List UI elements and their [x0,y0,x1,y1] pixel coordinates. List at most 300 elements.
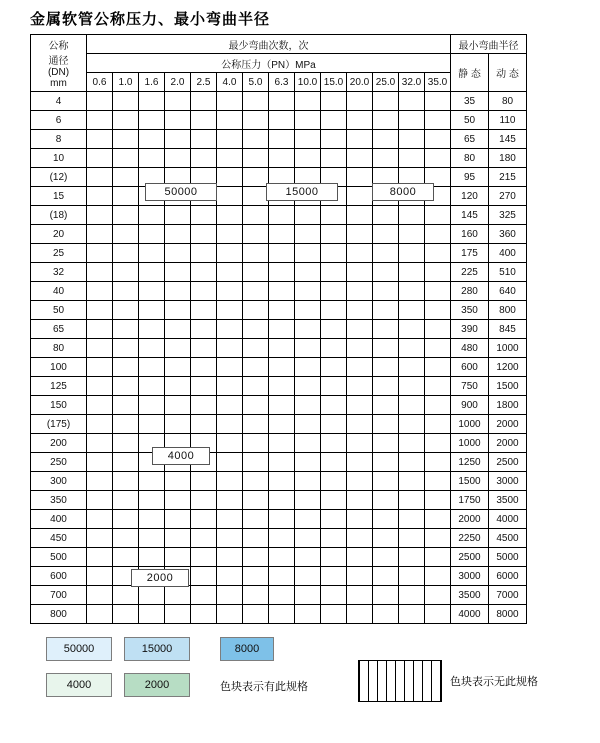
matrix-cell [269,415,295,434]
matrix-cell [87,586,113,605]
matrix-cell [347,263,373,282]
matrix-cell [399,320,425,339]
matrix-cell [191,415,217,434]
matrix-cell [191,206,217,225]
table-row [31,111,527,130]
matrix-cell [217,282,243,301]
matrix-cell [113,605,139,624]
matrix-cell [191,586,217,605]
matrix-cell [347,301,373,320]
matrix-cell [347,605,373,624]
matrix-cell [269,396,295,415]
row-static-radius: 50 [451,111,489,130]
matrix-cell [321,548,347,567]
matrix-cell [399,130,425,149]
matrix-cell [399,415,425,434]
matrix-cell [425,92,451,111]
matrix-cell [295,244,321,263]
matrix-cell [243,605,269,624]
row-static-radius: 600 [451,358,489,377]
row-static-radius: 120 [451,187,489,206]
matrix-cell [399,434,425,453]
row-static-radius: 350 [451,301,489,320]
row-static-radius: 160 [451,225,489,244]
matrix-cell [165,244,191,263]
matrix-cell [425,567,451,586]
matrix-cell [269,263,295,282]
matrix-cell [87,282,113,301]
matrix-cell [243,377,269,396]
matrix-cell [373,415,399,434]
matrix-cell [113,225,139,244]
matrix-cell [139,491,165,510]
matrix-cell [191,130,217,149]
matrix-cell [165,510,191,529]
table-row [31,301,527,320]
row-static-radius: 1750 [451,491,489,510]
matrix-cell [113,510,139,529]
matrix-cell [321,301,347,320]
matrix-cell [165,358,191,377]
matrix-cell [191,605,217,624]
matrix-cell [373,301,399,320]
matrix-cell [347,434,373,453]
matrix-cell [269,225,295,244]
matrix-cell [347,396,373,415]
matrix-cell [113,529,139,548]
row-static-radius: 280 [451,282,489,301]
header-pn-value: 10.0 [295,73,321,92]
matrix-cell [217,244,243,263]
matrix-cell [373,244,399,263]
header-pn-value: 20.0 [347,73,373,92]
matrix-cell [243,396,269,415]
table-row [31,434,527,453]
row-static-radius: 4000 [451,605,489,624]
table-row [31,225,527,244]
row-dn-cell: 500 [31,548,87,567]
matrix-cell [373,149,399,168]
matrix-cell [217,529,243,548]
matrix-cell [373,548,399,567]
matrix-cell [87,415,113,434]
row-dynamic-radius: 400 [489,244,527,263]
row-dynamic-radius: 360 [489,225,527,244]
table-row [31,130,527,149]
matrix-cell [217,377,243,396]
matrix-cell [191,263,217,282]
row-dn-cell: (12) [31,168,87,187]
matrix-cell [217,567,243,586]
matrix-cell [399,510,425,529]
matrix-cell [243,339,269,358]
matrix-cell [269,586,295,605]
row-dn-cell: 350 [31,491,87,510]
row-dynamic-radius: 4500 [489,529,527,548]
matrix-cell [191,491,217,510]
row-dynamic-radius: 215 [489,168,527,187]
matrix-cell [347,491,373,510]
matrix-cell [139,396,165,415]
matrix-cell [373,377,399,396]
matrix-cell [321,567,347,586]
row-static-radius: 2000 [451,510,489,529]
matrix-cell [295,206,321,225]
matrix-cell [295,586,321,605]
matrix-cell [87,225,113,244]
matrix-cell [399,263,425,282]
row-dynamic-radius: 1500 [489,377,527,396]
matrix-cell [425,605,451,624]
matrix-cell [295,529,321,548]
table-row [31,491,527,510]
header-pn-value: 1.6 [139,73,165,92]
matrix-cell [399,453,425,472]
matrix-cell [113,396,139,415]
page-title: 金属软管公称压力、最小弯曲半径 [30,12,271,28]
matrix-cell [399,358,425,377]
row-static-radius: 750 [451,377,489,396]
table-row [31,282,527,301]
matrix-cell [295,225,321,244]
matrix-cell [425,301,451,320]
matrix-cell [113,206,139,225]
matrix-cell [87,92,113,111]
row-dn-cell: (175) [31,415,87,434]
row-dynamic-radius: 7000 [489,586,527,605]
matrix-cell [243,320,269,339]
matrix-cell [425,149,451,168]
matrix-cell [87,396,113,415]
matrix-cell [217,605,243,624]
matrix-cell [191,358,217,377]
matrix-cell [269,130,295,149]
matrix-cell [425,434,451,453]
matrix-cell [217,187,243,206]
header-pn-value: 0.6 [87,73,113,92]
matrix-cell [191,567,217,586]
matrix-cell [191,320,217,339]
overlay-value-label: 15000 [266,183,338,201]
matrix-cell [347,529,373,548]
header-pn-value: 4.0 [217,73,243,92]
row-dn-cell: 800 [31,605,87,624]
matrix-cell [373,491,399,510]
matrix-cell [165,529,191,548]
header-pn-value: 2.5 [191,73,217,92]
table-row [31,244,527,263]
row-dynamic-radius: 80 [489,92,527,111]
matrix-cell [217,225,243,244]
matrix-cell [191,510,217,529]
matrix-cell [321,263,347,282]
table-row [31,605,527,624]
matrix-cell [113,453,139,472]
matrix-cell [347,472,373,491]
matrix-cell [217,263,243,282]
header-dn-line-1: 公称 [48,41,69,52]
matrix-cell [139,320,165,339]
matrix-cell [425,548,451,567]
matrix-cell [269,282,295,301]
matrix-cell [269,111,295,130]
matrix-cell [139,548,165,567]
matrix-cell [165,206,191,225]
matrix-cell [139,377,165,396]
row-dn-cell: (18) [31,206,87,225]
matrix-cell [425,510,451,529]
matrix-cell [321,92,347,111]
row-dn-cell: 20 [31,225,87,244]
table-row [31,263,527,282]
matrix-cell [321,320,347,339]
matrix-cell [217,206,243,225]
matrix-cell [191,396,217,415]
matrix-cell [191,529,217,548]
matrix-cell [347,206,373,225]
matrix-cell [269,244,295,263]
matrix-cell [243,415,269,434]
matrix-cell [269,206,295,225]
matrix-cell [191,301,217,320]
matrix-cell [87,491,113,510]
matrix-cell [217,339,243,358]
matrix-cell [373,396,399,415]
matrix-cell [269,377,295,396]
matrix-cell [165,491,191,510]
matrix-cell [87,358,113,377]
matrix-cell [243,358,269,377]
matrix-cell [347,244,373,263]
matrix-cell [399,92,425,111]
matrix-cell [347,453,373,472]
row-static-radius: 1000 [451,434,489,453]
matrix-cell [425,282,451,301]
matrix-cell [373,510,399,529]
matrix-cell [113,263,139,282]
matrix-cell [373,92,399,111]
matrix-cell [321,529,347,548]
legend-hatch-swatch [358,660,442,702]
row-static-radius: 2500 [451,548,489,567]
matrix-cell [399,567,425,586]
matrix-cell [217,434,243,453]
matrix-cell [295,567,321,586]
matrix-cell [243,586,269,605]
matrix-cell [347,130,373,149]
header-pn-value: 25.0 [373,73,399,92]
header-pn-value: 35.0 [425,73,451,92]
matrix-cell [399,206,425,225]
overlay-value-label: 4000 [152,447,210,465]
row-dynamic-radius: 4000 [489,510,527,529]
matrix-cell [165,282,191,301]
matrix-cell [87,434,113,453]
matrix-cell [425,415,451,434]
row-dn-cell: 700 [31,586,87,605]
matrix-cell [373,225,399,244]
matrix-cell [347,510,373,529]
matrix-cell [295,111,321,130]
matrix-cell [139,149,165,168]
table-row [31,510,527,529]
matrix-cell [113,301,139,320]
matrix-cell [217,415,243,434]
matrix-cell [347,377,373,396]
matrix-cell [191,339,217,358]
matrix-cell [139,263,165,282]
matrix-cell [373,529,399,548]
table-row [31,453,527,472]
table-row [31,92,527,111]
matrix-cell [347,358,373,377]
matrix-cell [165,92,191,111]
matrix-cell [217,510,243,529]
matrix-cell [399,548,425,567]
matrix-cell [295,282,321,301]
row-dynamic-radius: 325 [489,206,527,225]
matrix-cell [269,301,295,320]
matrix-cell [113,548,139,567]
matrix-cell [321,434,347,453]
matrix-cell [243,130,269,149]
spec-table [30,34,527,624]
table-row [31,206,527,225]
matrix-cell [217,491,243,510]
matrix-cell [373,339,399,358]
matrix-cell [113,358,139,377]
row-static-radius: 225 [451,263,489,282]
matrix-cell [373,434,399,453]
header-static: 静 态 [451,54,489,92]
matrix-cell [87,187,113,206]
header-dn-cell [31,35,87,92]
row-static-radius: 2250 [451,529,489,548]
row-static-radius: 35 [451,92,489,111]
matrix-cell [269,149,295,168]
matrix-cell [425,225,451,244]
row-static-radius: 145 [451,206,489,225]
matrix-cell [425,339,451,358]
matrix-cell [217,548,243,567]
matrix-cell [321,225,347,244]
matrix-cell [425,453,451,472]
matrix-cell [321,111,347,130]
matrix-cell [269,548,295,567]
matrix-cell [269,605,295,624]
table-row [31,396,527,415]
matrix-cell [87,301,113,320]
matrix-cell [399,244,425,263]
matrix-cell [113,415,139,434]
row-dn-cell: 150 [31,396,87,415]
matrix-cell [425,358,451,377]
row-dn-cell: 65 [31,320,87,339]
matrix-cell [425,491,451,510]
matrix-cell [113,339,139,358]
matrix-cell [347,92,373,111]
matrix-cell [139,529,165,548]
matrix-cell [321,491,347,510]
matrix-cell [113,130,139,149]
row-static-radius: 900 [451,396,489,415]
legend-swatch: 15000 [124,637,190,661]
row-dn-cell: 250 [31,453,87,472]
matrix-cell [165,149,191,168]
matrix-cell [321,282,347,301]
row-dynamic-radius: 2500 [489,453,527,472]
table-row [31,320,527,339]
matrix-cell [243,434,269,453]
matrix-cell [217,586,243,605]
row-dynamic-radius: 180 [489,149,527,168]
row-dn-cell: 25 [31,244,87,263]
row-dn-cell: 400 [31,510,87,529]
header-pn-value: 1.0 [113,73,139,92]
matrix-cell [347,111,373,130]
matrix-cell [113,149,139,168]
matrix-cell [217,301,243,320]
matrix-cell [139,510,165,529]
matrix-cell [217,168,243,187]
header-dynamic: 动 态 [489,54,527,92]
matrix-cell [139,605,165,624]
matrix-cell [321,472,347,491]
matrix-cell [191,244,217,263]
matrix-cell [373,282,399,301]
matrix-cell [373,567,399,586]
matrix-cell [269,358,295,377]
matrix-cell [425,244,451,263]
header-row-1 [31,35,527,54]
row-dynamic-radius: 2000 [489,415,527,434]
row-dn-cell: 600 [31,567,87,586]
matrix-cell [243,282,269,301]
matrix-cell [295,510,321,529]
legend-swatch: 50000 [46,637,112,661]
overlay-value-label: 50000 [145,183,217,201]
matrix-cell [399,225,425,244]
matrix-cell [399,529,425,548]
matrix-cell [217,358,243,377]
matrix-cell [425,111,451,130]
matrix-cell [87,206,113,225]
matrix-cell [113,187,139,206]
matrix-cell [373,358,399,377]
matrix-cell [295,263,321,282]
row-dn-cell: 125 [31,377,87,396]
matrix-cell [243,206,269,225]
matrix-cell [139,301,165,320]
legend-swatch: 4000 [46,673,112,697]
matrix-cell [399,149,425,168]
matrix-cell [243,263,269,282]
row-dn-cell: 200 [31,434,87,453]
header-dn-line-4: mm [50,78,67,89]
header-pn: 公称压力（PN）MPa [87,54,451,73]
matrix-cell [191,225,217,244]
header-pn-value: 5.0 [243,73,269,92]
matrix-cell [113,244,139,263]
matrix-cell [243,168,269,187]
matrix-cell [373,130,399,149]
row-dynamic-radius: 3000 [489,472,527,491]
matrix-cell [87,111,113,130]
matrix-cell [425,263,451,282]
matrix-cell [191,111,217,130]
matrix-cell [295,320,321,339]
matrix-cell [165,130,191,149]
